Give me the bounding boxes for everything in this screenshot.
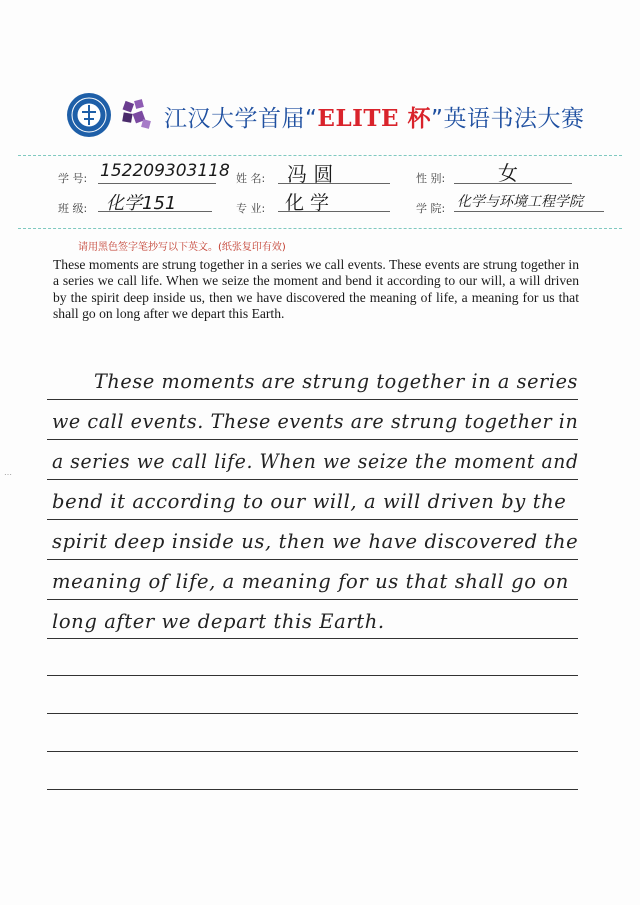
gender-value: 女 xyxy=(498,161,518,185)
writing-rule xyxy=(47,399,578,400)
writing-rule xyxy=(47,559,578,560)
college-value: 化学与环境工程学院 xyxy=(457,194,583,210)
instruction-text: 请用黑色签字笔抄写以下英文。(纸张复印有效) xyxy=(78,242,286,253)
college-label: 学 院: xyxy=(416,202,446,215)
name-value: 冯 圆 xyxy=(287,162,334,186)
student-id-label: 学 号: xyxy=(58,172,88,185)
gender-underline xyxy=(454,183,572,184)
contest-title xyxy=(164,100,584,133)
writing-rule xyxy=(47,675,578,676)
header xyxy=(62,90,602,140)
class-label: 班 级: xyxy=(58,202,88,215)
top-dashed-divider xyxy=(18,155,622,156)
title-suffix: ”英语书法大赛 xyxy=(431,106,585,132)
name-label: 姓 名: xyxy=(236,172,266,185)
class-value: 化学151 xyxy=(106,193,177,214)
student-id-value: 152209303118 xyxy=(100,161,230,181)
gender-label: 性 别: xyxy=(416,172,446,185)
major-value: 化 学 xyxy=(285,192,330,214)
writing-rule xyxy=(47,519,578,520)
handwritten-line: a series we call life. When we seize the moment and xyxy=(52,450,579,473)
printed-passage: These moments are strung together in a series we call events. These events are strung together in a series we call life. When we seize the moment and bend it according to our will, a will driven by the spirit deep inside us, then we have discovered the meaning of life, a meaning for us that shall go on long after we depart this Earth. xyxy=(53,257,579,322)
title-prefix: 江汉大学首届“ xyxy=(164,106,318,132)
bottom-dashed-divider xyxy=(18,228,622,229)
writing-rule xyxy=(47,599,578,600)
handwritten-line: bend it according to our will, a will driven by the xyxy=(52,490,567,513)
name-underline xyxy=(278,183,390,184)
class-underline xyxy=(98,211,212,212)
major-label: 专 业: xyxy=(236,202,266,215)
elite-cubes-logo xyxy=(120,98,154,132)
handwritten-line: These moments are strung together in a series xyxy=(94,370,579,393)
writing-rule xyxy=(47,439,578,440)
handwritten-line: we call events. These events are strung together in xyxy=(52,410,579,433)
writing-rule xyxy=(47,638,578,639)
student-id-underline xyxy=(98,183,216,184)
handwritten-line: spirit deep inside us, then we have discovered the xyxy=(52,530,579,553)
major-underline xyxy=(278,211,390,212)
university-seal-logo xyxy=(66,92,112,138)
writing-rule xyxy=(47,479,578,480)
handwritten-line: meaning of life, a meaning for us that shall go on xyxy=(52,570,569,593)
margin-mark: … xyxy=(4,468,12,477)
handwritten-line: long after we depart this Earth. xyxy=(52,610,385,633)
college-underline xyxy=(454,211,604,212)
writing-rule xyxy=(47,751,578,752)
writing-rule xyxy=(47,713,578,714)
writing-rule xyxy=(47,789,578,790)
title-elite: ELITE 杯 xyxy=(317,105,432,132)
